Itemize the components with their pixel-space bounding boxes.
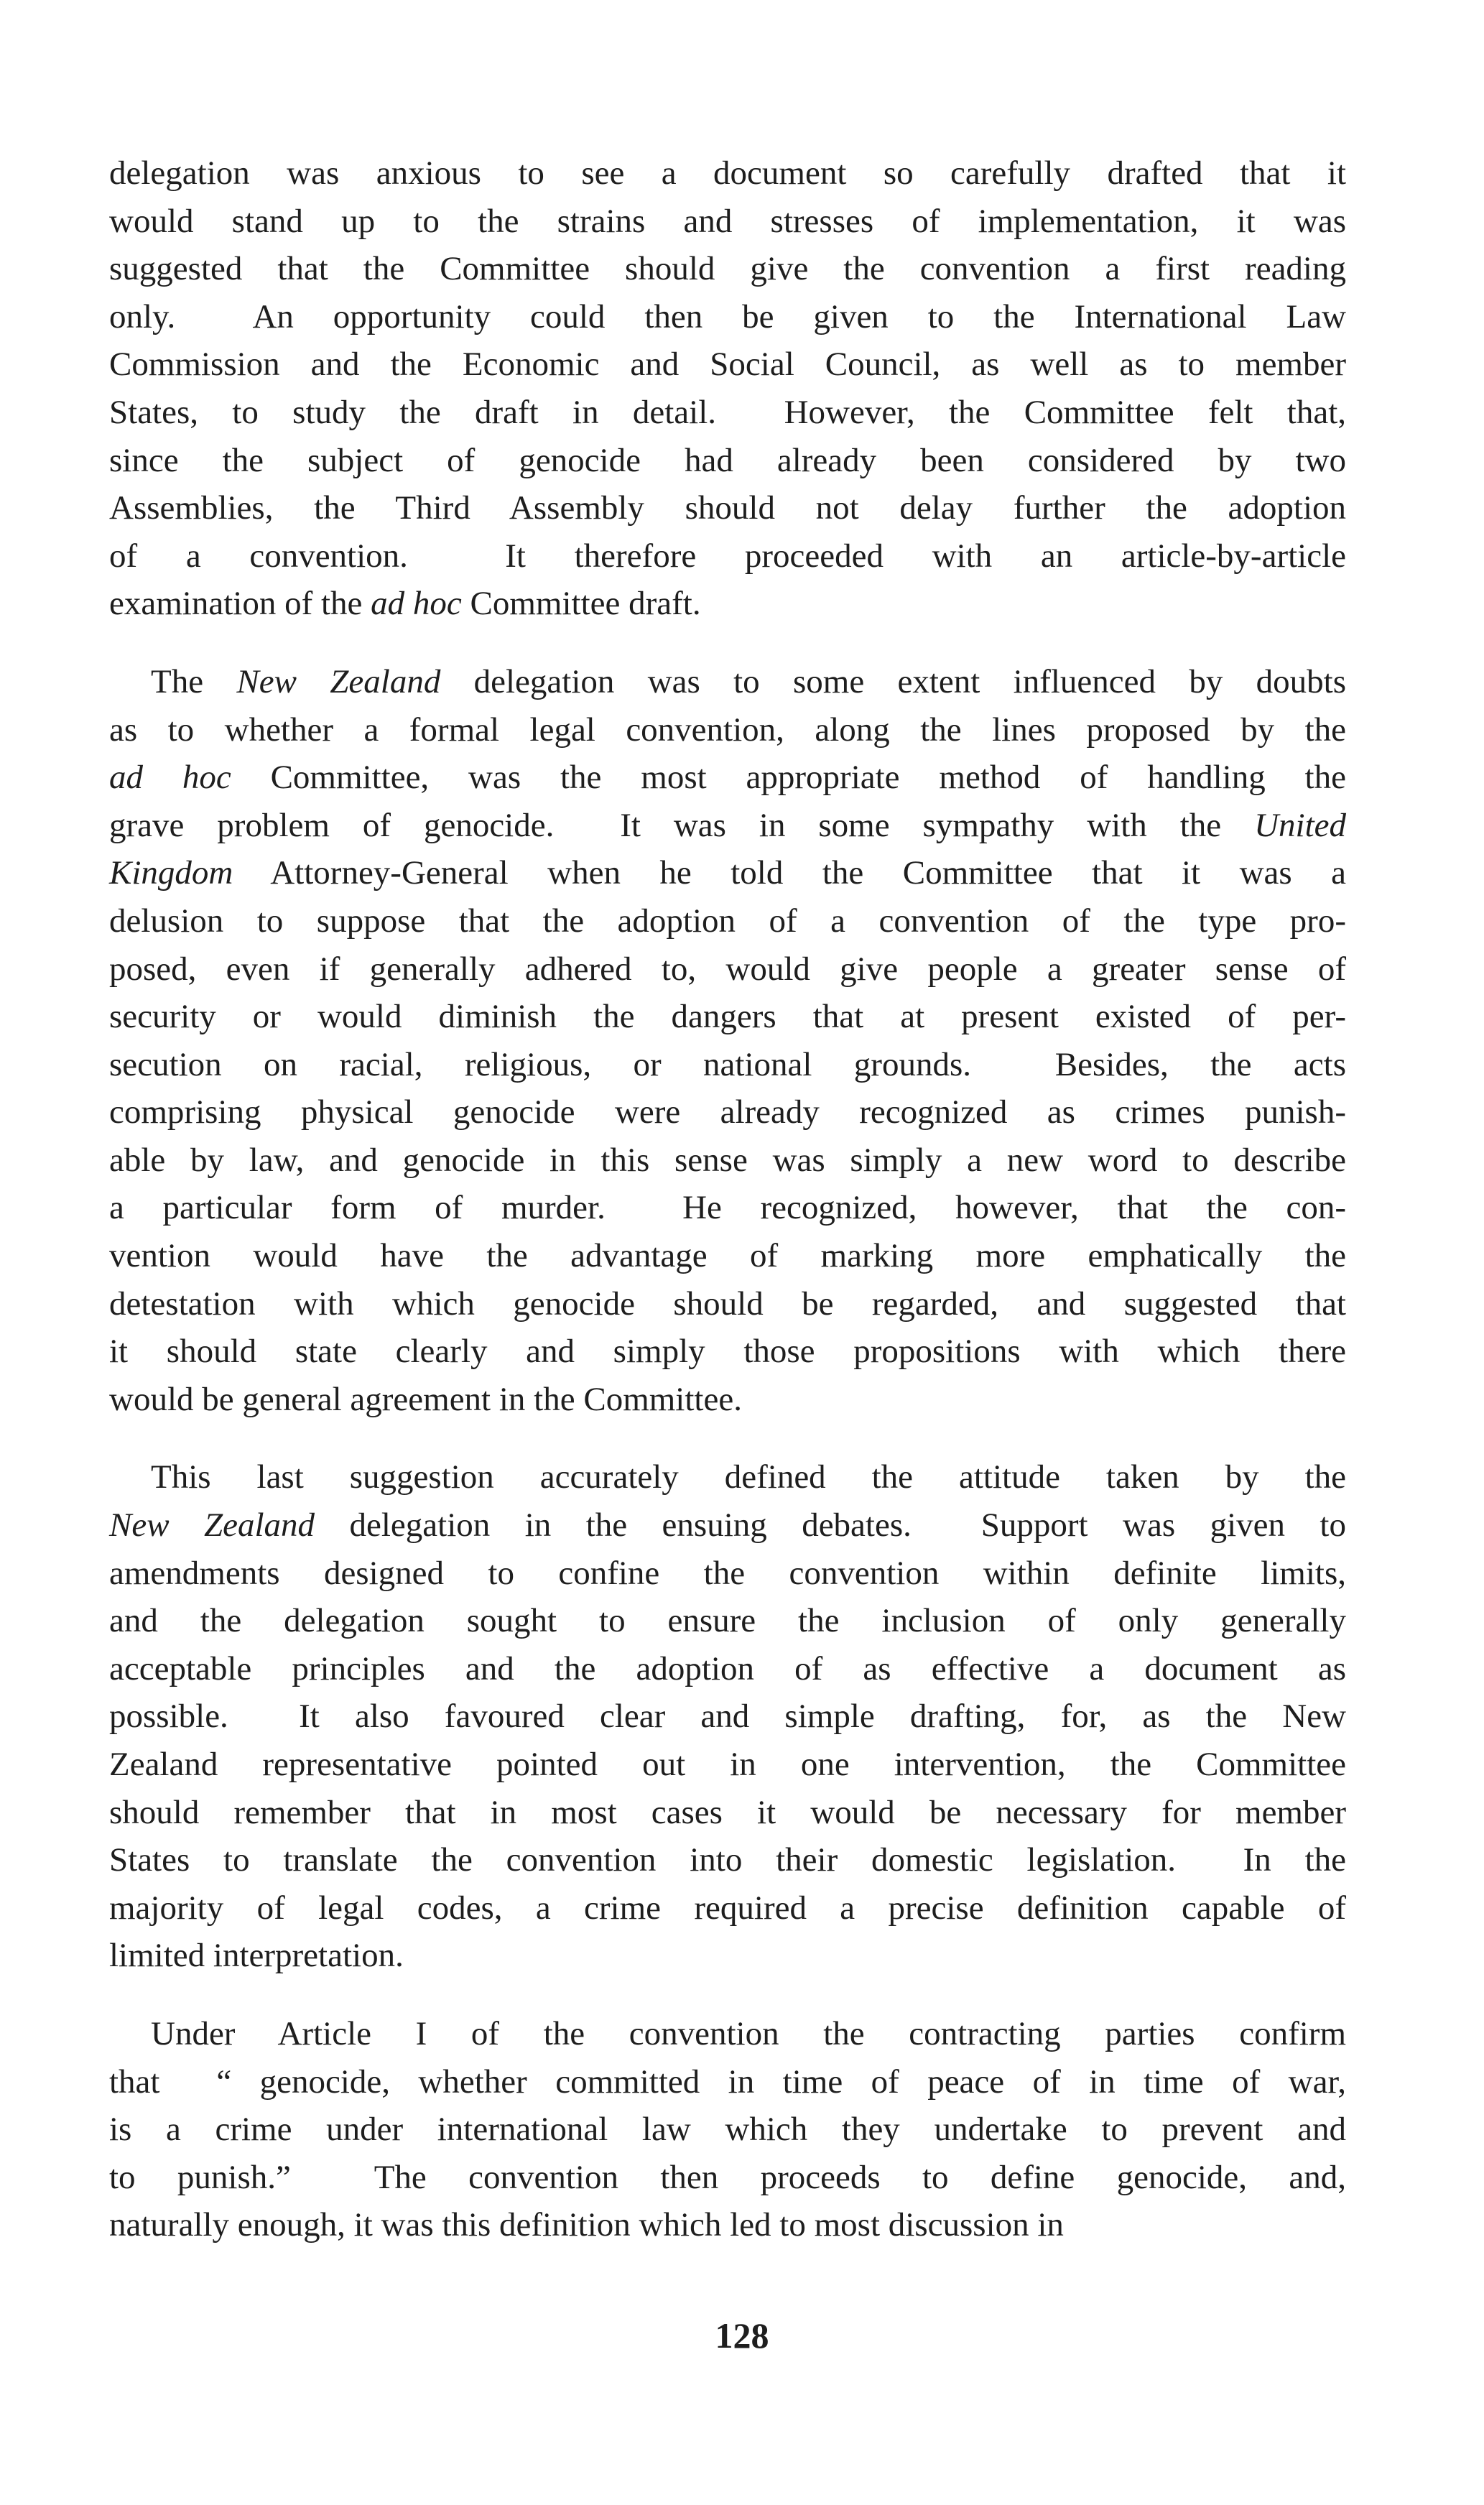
text-run: suggested that the Committee should give the convention a first reading bbox=[109, 250, 1346, 288]
text-run: States to translate the convention into their domestic legislation. In the bbox=[109, 1841, 1346, 1879]
text-run: grave problem of genocide. It was in some sympathy with the bbox=[109, 806, 1255, 844]
text-line bbox=[109, 149, 1346, 198]
text-line bbox=[109, 2010, 1346, 2058]
text-line bbox=[109, 389, 1346, 437]
text-run: Attorney-General when he told the Committee that it was a bbox=[233, 854, 1346, 892]
italic-text: New Zealand bbox=[236, 662, 441, 700]
text-run: Assemblies, the Third Assembly should not delay further the adoption bbox=[109, 489, 1346, 527]
text-run: detestation with which genocide should be regarded, and suggested that bbox=[109, 1284, 1346, 1323]
text-line bbox=[109, 198, 1346, 246]
text-run: secution on racial, religious, or national grounds. Besides, the acts bbox=[109, 1045, 1346, 1083]
paragraph bbox=[109, 149, 1346, 628]
italic-text: Kingdom bbox=[109, 854, 233, 892]
text-line bbox=[109, 580, 1346, 628]
italic-text: New Zealand bbox=[109, 1506, 315, 1545]
italic-text: United bbox=[1254, 806, 1346, 844]
page-number: 128 bbox=[715, 2315, 769, 2356]
text-run: Committee draft. bbox=[461, 585, 701, 623]
text-run: possible. It also favoured clear and simple drafting, for, as the New bbox=[109, 1698, 1346, 1736]
text-run: amendments designed to confine the convention within definite limits, bbox=[109, 1554, 1346, 1592]
text-line bbox=[109, 658, 1346, 706]
text-line bbox=[109, 341, 1346, 389]
text-line bbox=[109, 1741, 1346, 1789]
text-line bbox=[109, 1328, 1346, 1376]
text-line bbox=[109, 1501, 1346, 1550]
text-line bbox=[109, 1376, 1346, 1424]
text-run: Committee, was the most appropriate method of handling the bbox=[231, 759, 1346, 797]
text-run: Commission and the Economic and Social Council, as well as to member bbox=[109, 346, 1346, 384]
text-line bbox=[109, 706, 1346, 754]
text-line bbox=[109, 1884, 1346, 1932]
text-run: delegation was to some extent influenced by doubts bbox=[440, 662, 1346, 700]
text-line bbox=[109, 754, 1346, 802]
text-run: it should state clearly and simply those propositions with which there bbox=[109, 1333, 1346, 1371]
text-run: since the subject of genocide had already been considered by two bbox=[109, 441, 1346, 479]
text-line bbox=[109, 1280, 1346, 1328]
text-line bbox=[109, 1932, 1346, 1980]
text-run: posed, even if generally adhered to, would give people a greater sense of bbox=[109, 950, 1346, 988]
text-line bbox=[109, 1136, 1346, 1185]
text-run: majority of legal codes, a crime required a precise definition capable of bbox=[109, 1889, 1346, 1927]
text-run: This last suggestion accurately defined the attitude taken by the bbox=[151, 1458, 1346, 1496]
text-run: a particular form of murder. He recognized, however, that the con- bbox=[109, 1189, 1346, 1227]
text-line bbox=[109, 2201, 1346, 2249]
text-run: delusion to suppose that the adoption of a convention of the type pro- bbox=[109, 902, 1346, 940]
text-line bbox=[109, 945, 1346, 994]
text-line bbox=[109, 1597, 1346, 1645]
text-run: The bbox=[151, 662, 237, 700]
text-line bbox=[109, 2106, 1346, 2154]
page-body bbox=[109, 149, 1346, 2249]
text-line bbox=[109, 532, 1346, 580]
text-run: Zealand representative pointed out in one intervention, the Committee bbox=[109, 1746, 1346, 1783]
text-run: is a crime under international law which they undertake to prevent and bbox=[109, 2111, 1346, 2149]
text-line bbox=[109, 802, 1346, 850]
text-run: would be general agreement in the Committee. bbox=[109, 1380, 742, 1418]
text-run: would stand up to the strains and stresses of implementation, it was bbox=[109, 202, 1346, 240]
text-run: to punish.” The convention then proceeds to define genocide, and, bbox=[109, 2158, 1346, 2196]
text-run: able by law, and genocide in this sense was simply a new word to describe bbox=[109, 1141, 1346, 1179]
text-run: Under Article I of the convention the contracting parties confirm bbox=[151, 2014, 1346, 2052]
text-line bbox=[109, 293, 1346, 341]
text-line bbox=[109, 1453, 1346, 1501]
paragraph bbox=[109, 2010, 1346, 2249]
text-line bbox=[109, 1088, 1346, 1136]
text-line bbox=[109, 1550, 1346, 1598]
text-run: and the delegation sought to ensure the inclusion of only generally bbox=[109, 1602, 1346, 1640]
text-run: only. An opportunity could then be given to the International Law bbox=[109, 297, 1346, 335]
text-line bbox=[109, 1645, 1346, 1693]
text-run: delegation in the ensuing debates. Support was given to bbox=[315, 1506, 1346, 1545]
text-line bbox=[109, 1836, 1346, 1884]
text-line bbox=[109, 849, 1346, 897]
text-run: delegation was anxious to see a document so carefully drafted that it bbox=[109, 154, 1346, 192]
text-run: limited interpretation. bbox=[109, 1937, 404, 1975]
text-line bbox=[109, 1184, 1346, 1232]
text-run: examination of the bbox=[109, 585, 371, 623]
paragraph bbox=[109, 1453, 1346, 1980]
text-line bbox=[109, 1232, 1346, 1280]
text-line bbox=[109, 2058, 1346, 2106]
text-run: States, to study the draft in detail. However, the Committee felt that, bbox=[109, 393, 1346, 431]
text-run: vention would have the advantage of marking more emphatically the bbox=[109, 1237, 1346, 1275]
paragraph bbox=[109, 658, 1346, 1424]
text-run: that “ genocide, whether committed in time of peace of in time of war, bbox=[109, 2062, 1346, 2101]
text-run: of a convention. It therefore proceeded with an article-by-article bbox=[109, 537, 1346, 575]
text-run: security or would diminish the dangers that at present existed of per- bbox=[109, 998, 1346, 1036]
text-line bbox=[109, 437, 1346, 485]
text-line bbox=[109, 1789, 1346, 1837]
text-line bbox=[109, 245, 1346, 293]
text-run: naturally enough, it was this definition which led to most discussion in bbox=[109, 2206, 1064, 2244]
text-line bbox=[109, 993, 1346, 1041]
text-run: as to whether a formal legal convention, along the lines proposed by the bbox=[109, 710, 1346, 749]
italic-text: ad hoc bbox=[371, 585, 462, 623]
italic-text: ad hoc bbox=[109, 759, 231, 797]
text-run: acceptable principles and the adoption of as effective a document as bbox=[109, 1649, 1346, 1687]
text-run: should remember that in most cases it would be necessary for member bbox=[109, 1793, 1346, 1831]
text-line bbox=[109, 1693, 1346, 1741]
text-run: comprising physical genocide were already recognized as crimes punish- bbox=[109, 1093, 1346, 1131]
text-line bbox=[109, 1041, 1346, 1089]
text-line bbox=[109, 2154, 1346, 2202]
text-line bbox=[109, 897, 1346, 945]
text-line bbox=[109, 484, 1346, 532]
